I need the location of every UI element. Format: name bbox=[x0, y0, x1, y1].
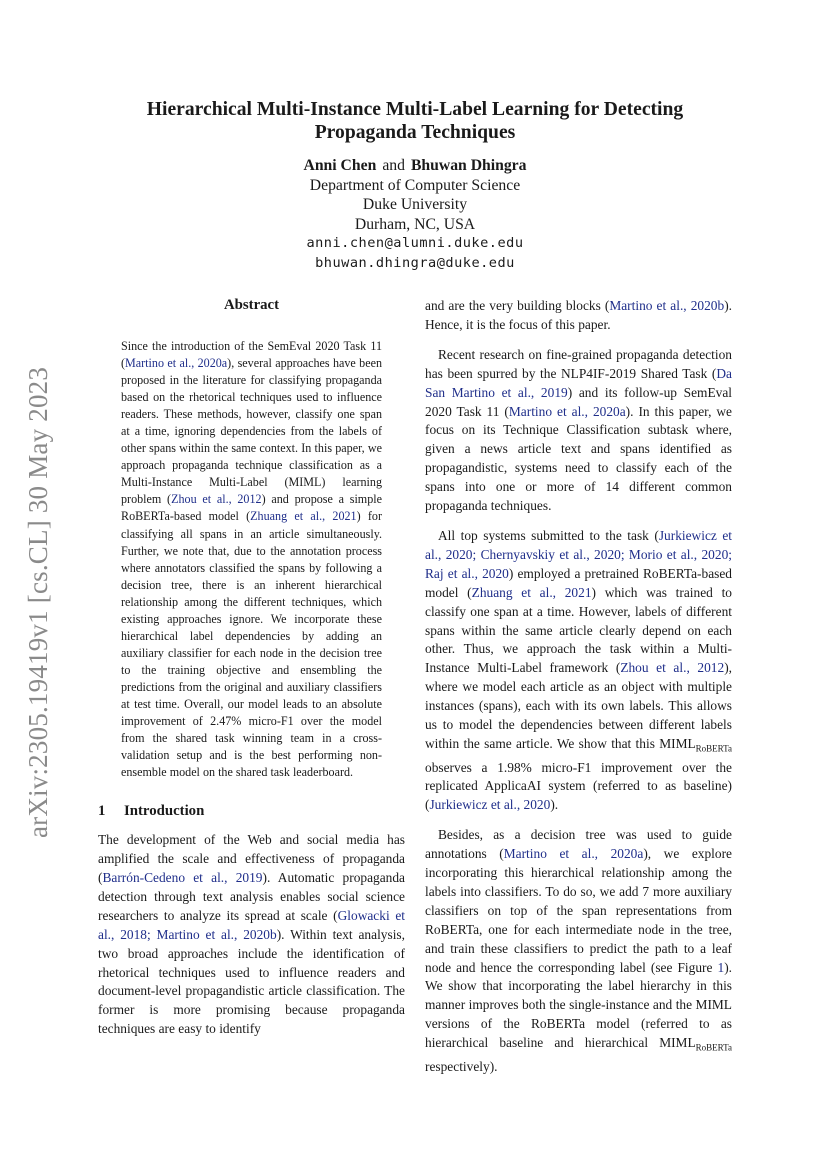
arxiv-identifier: arXiv:2305.19419v1 [cs.CL] 30 May 2023 bbox=[23, 366, 53, 839]
body-text: Recent research on fine-grained propaganda detection has been spurred by the NLP4IF-2019 Shared Task ( bbox=[425, 346, 732, 381]
author-names bbox=[98, 156, 732, 176]
section-title: Introduction bbox=[124, 803, 205, 820]
abstract-text-4: ) for classifying all spans in an article simultaneously. Further, we note that, due to the annotation process where annotators classified the spans by following a decision tree, there is an inherent hierarchical relationship among the different techniques, which existing approaches ignore. We incorporate these hierarchical label dependencies by adding an auxiliary classifier for each node in the decision tree to the training objective and ensembling the predictions from the original and auxiliary classifiers at test time. Overall, our model leads to an absolute improvement of 2.47% micro-F1 over the model from the shared task winning team in a cross-validation setup and is the best performing non-ensemble model on the shared task leaderboard. bbox=[121, 509, 383, 780]
intro-text-1: The development of the Web and social media has amplified the scale and effectiveness of propaganda ( bbox=[98, 832, 405, 886]
body-text: ) which was trained to classify one span at a time. However, labels of different spans within the same article clearly depend on each other. Thus, we approach the task within a Multi-Instance Multi-Label framework ( bbox=[425, 584, 732, 676]
author-block bbox=[98, 156, 732, 274]
citation-link[interactable]: Jurkiewicz et al., 2020 bbox=[429, 797, 551, 813]
body-text: ). We show that incorporating the label hierarchy in this manner improves both the single-instance and the MIML versions of the RoBERTa model (referred to as hierarchical baseline and hierarchical MIML bbox=[425, 959, 732, 1051]
right-column bbox=[425, 297, 732, 1088]
body-paragraph bbox=[425, 346, 732, 516]
body-text: ). Hence, it is the focus of this paper. bbox=[425, 298, 732, 332]
abstract-text-1: Since the introduction of the SemEval 2020 Task 11 ( bbox=[121, 339, 382, 371]
body-paragraph bbox=[425, 826, 732, 1076]
author-1: Anni Chen bbox=[303, 157, 377, 174]
body-text: ). In this paper, we focus on its Technique Classification subtask where, given a news article text and spans identified as propagandistic, systems need to classify each of the spans into one or more of 14 different common propaganda techniques. bbox=[425, 403, 732, 514]
abstract-text-2: ), several approaches have been proposed in the literature for classifying propaganda based on the rhetorical techniques used to influence readers. These methods, however, classify one span at a time, ignoring dependencies from the labels of other spans within the same context. In this paper, we approach propaganda technique classification as a Multi-Instance Multi-Label (MIML) learning problem ( bbox=[121, 356, 382, 507]
title-line-1: Hierarchical Multi-Instance Multi-Label Learning for Detecting bbox=[146, 99, 684, 120]
figure-reference-link[interactable]: 1 bbox=[717, 959, 725, 975]
location: Durham, NC, USA bbox=[354, 215, 476, 233]
body-text: ), we explore incorporating this hierarchical relationship among the labels into classifiers. To do so, we add 7 more auxiliary classifiers on top of the span representations from RoBERTa, one for each intermediate node in the tree, and train these classifiers to predict the path to a leaf node and hence the corresponding label (see Figure bbox=[425, 846, 732, 975]
model-subscript: RoBERTa bbox=[695, 1042, 732, 1053]
left-column bbox=[98, 295, 405, 1039]
citation-link[interactable]: Martino et al., 2020b bbox=[609, 298, 725, 313]
abstract-heading: Abstract bbox=[223, 297, 280, 313]
body-text: Besides, as a decision tree was used to guide annotations ( bbox=[425, 827, 732, 862]
citation-link[interactable]: Zhuang et al., 2021 bbox=[250, 509, 357, 524]
department: Department of Computer Science bbox=[309, 176, 521, 194]
body-text: ). bbox=[550, 797, 559, 813]
title-line-2: Propaganda Techniques bbox=[314, 122, 516, 143]
abstract-text-3: ) and propose a simple RoBERTa-based model ( bbox=[121, 492, 382, 524]
body-text: ) employed a pretrained RoBERTa-based model ( bbox=[425, 565, 732, 600]
model-subscript: RoBERTa bbox=[695, 743, 732, 754]
citation-link[interactable]: Zhou et al., 2012 bbox=[171, 492, 262, 507]
email-2: bhuwan.dhingra@duke.edu bbox=[315, 254, 515, 271]
citation-link[interactable]: Martino et al., 2020a bbox=[508, 403, 626, 419]
citation-link[interactable]: Zhou et al., 2012 bbox=[620, 660, 725, 676]
author-conjunction: and bbox=[382, 157, 405, 174]
intro-text-2: ). Automatic propaganda detection through text analysis enables social science researchers to analyze its spread at scale ( bbox=[98, 870, 405, 923]
abstract-text bbox=[121, 338, 382, 781]
citation-link[interactable]: Jurkiewicz et al., 2020; Chernyavskiy et al., 2020; Morio et al., 2020; Raj et al., 2020 bbox=[425, 527, 733, 581]
citation-link[interactable]: Barrón-Cedeno et al., 2019 bbox=[102, 870, 263, 886]
body-text: ) and its follow-up SemEval 2020 Task 11 ( bbox=[425, 384, 732, 419]
paper-title bbox=[98, 98, 732, 144]
body-text: respectively). bbox=[425, 1058, 498, 1074]
body-paragraph bbox=[425, 527, 732, 815]
citation-link[interactable]: Da San Martino et al., 2019 bbox=[425, 365, 732, 400]
citation-link[interactable]: Martino et al., 2020a bbox=[503, 846, 644, 862]
author-2: Bhuwan Dhingra bbox=[410, 157, 527, 174]
citation-link[interactable]: Glowacki et al., 2018; Martino et al., 2020b bbox=[98, 907, 405, 942]
citation-link[interactable]: Zhuang et al., 2021 bbox=[471, 584, 592, 600]
body-text: ), where we model each article as an object with multiple instances (spans), each with its own labels. This allows us to model the dependencies between different labels within the same article. We show that this MIML bbox=[425, 660, 732, 751]
citation-link[interactable]: Martino et al., 2020a bbox=[125, 356, 228, 371]
email-1: anni.chen@alumni.duke.edu bbox=[306, 235, 524, 252]
body-text: and are the very building blocks ( bbox=[425, 298, 610, 313]
intro-text-3: ). Within text analysis, two broad approaches include the identification of rhetorical techniques used to influence readers and document-level propagandistic article classification. The former is more promising because propaganda techniques are easy to identify bbox=[98, 926, 405, 1037]
body-text: observes a 1.98% micro-F1 improvement over the replicated ApplicaAI system (referred to as baseline) ( bbox=[425, 759, 732, 813]
section-number: 1 bbox=[98, 803, 106, 820]
body-text: All top systems submitted to the task ( bbox=[438, 527, 659, 543]
university: Duke University bbox=[362, 196, 468, 214]
section-heading-introduction bbox=[98, 801, 405, 821]
intro-paragraph bbox=[98, 831, 405, 1039]
body-paragraph bbox=[425, 297, 732, 335]
